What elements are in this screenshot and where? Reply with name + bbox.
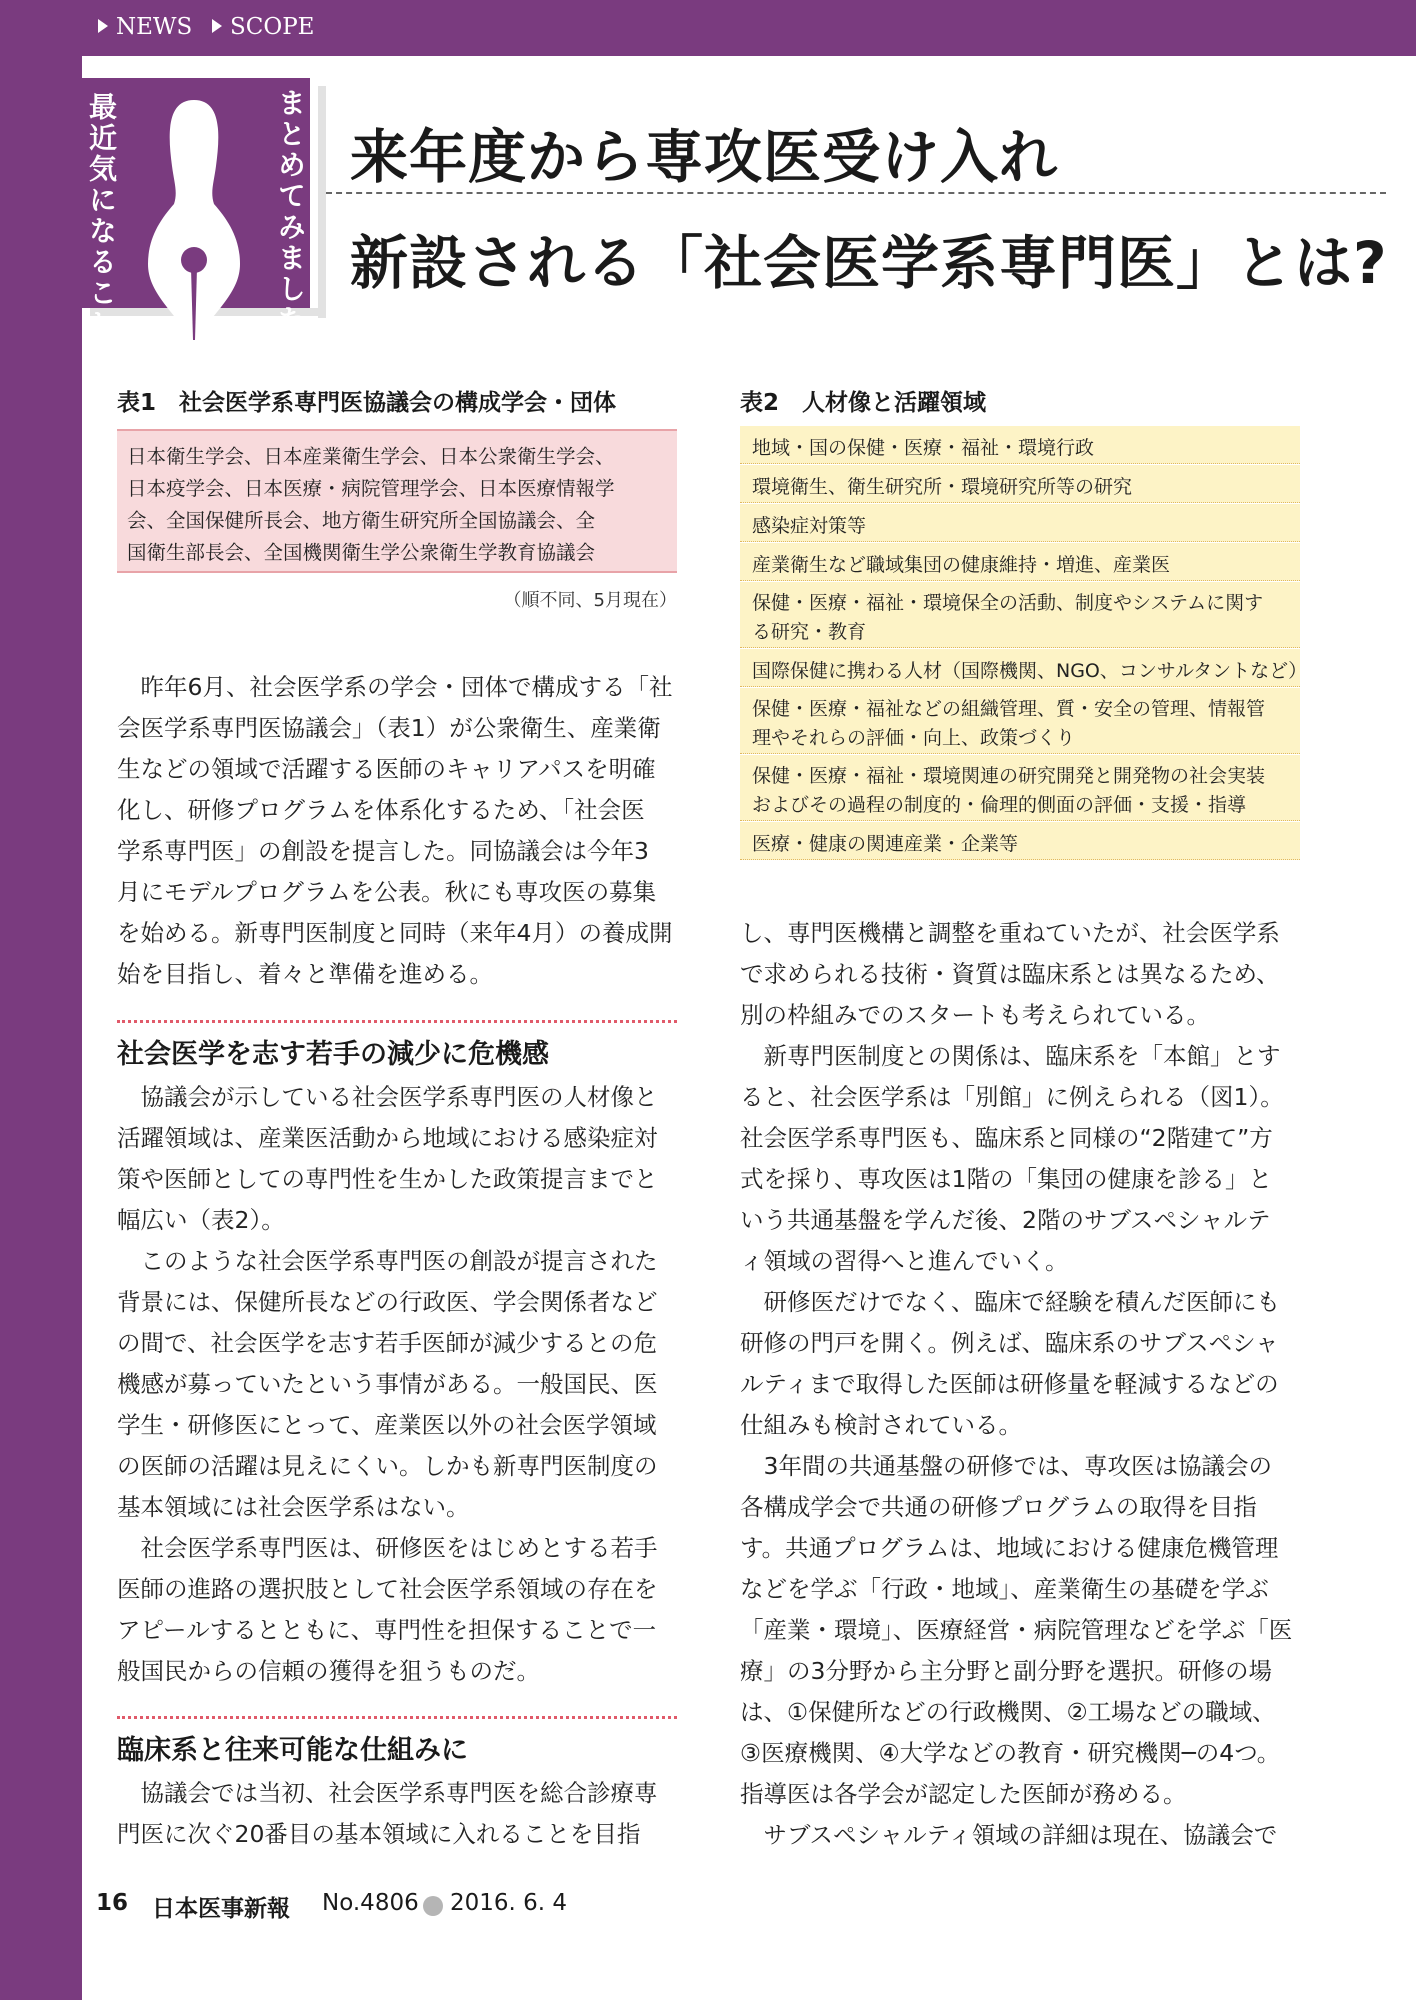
table2-row [740,822,1300,860]
text-line: サブスペシャルティ領域の詳細は現在、協議会で [740,1821,1278,1849]
table2-cell: 環境衛生、衛生研究所・環境研究所等の研究 [752,476,1133,498]
table2-cell: る研究・教育 [752,621,867,643]
text-line: 社会医学系専門医は、研修医をはじめとする若手 [117,1534,658,1562]
text-line: 生などの領域で活躍する医師のキャリアパスを明確 [117,755,656,783]
table2-cell: 国際保健に携わる人材（国際機関、NGO、コンサルタントなど） [752,660,1308,682]
table1-line: 日本疫学会、日本医療・病院管理学会、日本医療情報学 [127,477,615,500]
text-line: ルティまで取得した医師は研修量を軽減するなどの [740,1370,1279,1398]
text-line: ィ領域の習得へと進んでいく。 [740,1247,1069,1275]
text-line: 昨年6月、社会医学系の学会・団体で構成する「社 [117,673,673,701]
text-line: 機感が募っていたという事情がある。一般国民、医 [117,1370,658,1398]
issue-number: No.4806 [322,1890,419,1916]
text-line: 3年間の共通基盤の研修では、専攻医は協議会の [740,1452,1272,1480]
badge-text-right: まとめてみました [274,88,307,336]
text-line: 新専門医制度との関係は、臨床系を「本館」とす [740,1042,1281,1070]
page-number: 16 [96,1890,129,1916]
text-line: 学生・研修医にとって、産業医以外の社会医学領域 [117,1411,657,1439]
table2-cell: 産業衛生など職域集団の健康維持・増進、産業医 [752,554,1171,576]
table1-line: 日本衛生学会、日本産業衛生学会、日本公衆衛生学会、 [127,445,615,468]
table1 [117,429,677,573]
text-line: ③医療機関、④大学などの教育・研究機関─の4つ。 [740,1739,1281,1767]
text-line: 「産業・環境」、医療経営・病院管理などを学ぶ「医 [740,1616,1293,1644]
text-line: で求められる技術・資質は臨床系とは異なるため、 [740,960,1280,988]
text-line: す。共通プログラムは、地域における健康危機管理 [740,1534,1279,1562]
nav-scope[interactable] [212,14,314,40]
text-line: このような社会医学系専門医の創設が提言された [117,1247,658,1275]
text-line: 療」の3分野から主分野と副分野を選択。研修の場 [740,1657,1272,1685]
table2-row [740,504,1300,542]
text-line: 活躍領域は、産業医活動から地域における感染症対 [117,1124,658,1152]
text-line: 月にモデルプログラムを公表。秋にも専攻医の募集 [117,878,657,906]
triangle-icon [98,19,108,33]
table2-row [740,688,1300,754]
text-line: 指導医は各学会が認定した医師が務める。 [740,1780,1187,1808]
table2-cell: 保健・医療・福祉・環境保全の活動、制度やシステムに関す [752,592,1264,614]
text-line: の間で、社会医学を志す若手医師が減少するとの危 [117,1329,658,1357]
table2-cell: 保健・医療・福祉などの組織管理、質・安全の管理、情報管 [752,698,1266,720]
table2-caption: 表2 人材像と活躍領域 [740,390,987,416]
text-line: 会医学系専門医協議会」（表1）が公衆衛生、産業衛 [117,714,661,742]
table2-row [740,465,1300,503]
side-bar [0,0,82,2000]
nav-scope-label: SCOPE [230,14,315,40]
text-line: 策や医師としての専門性を生かした政策提言までと [117,1165,658,1193]
text-line: ると、社会医学系は「別館」に例えられる（図1）。 [740,1083,1284,1111]
text-line: 門医に次ぐ20番目の基本領域に入れることを目指 [117,1820,641,1848]
article-title-line1: 来年度から専攻医受け入れ [350,123,1059,191]
text-line: 社会医学系専門医も、臨床系と同様の“2階建て”方 [740,1124,1273,1152]
separator-dot-icon [423,1896,443,1916]
pen-nib-icon [138,96,250,346]
text-line: 別の枠組みでのスタートも考えられている。 [740,1001,1210,1029]
text-line: 研修の門戸を開く。例えば、臨床系のサブスペシャ [740,1329,1279,1357]
article-title-line2: 新設される「社会医学系専門医」とは? [350,229,1388,297]
nav-news[interactable] [98,14,192,40]
text-line: 始を目指し、着々と準備を進める。 [117,960,493,988]
table2-row [740,755,1300,821]
badge-text-left: 最近気になること [85,92,118,340]
table2-cell: 感染症対策等 [752,515,867,537]
badge-shadow [318,86,326,318]
section-divider [117,1716,677,1719]
section-heading-2: 臨床系と往来可能な仕組みに [117,1735,468,1766]
text-line: 各構成学会で共通の研修プログラムの取得を目指 [740,1493,1257,1521]
text-line: は、①保健所などの行政機関、②工場などの職域、 [740,1698,1276,1726]
text-line: の医師の活躍は見えにくい。しかも新専門医制度の [117,1452,658,1480]
table2-cell: およびその過程の制度的・倫理的側面の評価・支援・指導 [752,794,1247,816]
table2-row [740,649,1308,687]
text-line: 研修医だけでなく、臨床で経験を積んだ医師にも [740,1288,1281,1316]
text-line: 医師の進路の選択肢として社会医学系領域の存在を [117,1575,658,1603]
text-line: 式を採り、専攻医は1階の「集団の健康を診る」と [740,1165,1272,1193]
text-line: いう共通基盤を学んだ後、2階のサブスペシャルテ [740,1206,1271,1234]
text-line: 背景には、保健所長などの行政医、学会関係者など [117,1288,658,1316]
text-line: し、専門医機構と調整を重ねていたが、社会医学系 [740,919,1280,947]
section-heading-1: 社会医学を志す若手の減少に危機感 [117,1039,549,1070]
journal-name: 日本医事新報 [152,1896,290,1922]
text-line: アピールするとともに、専門性を担保することで一 [117,1616,657,1644]
table2-row [740,543,1300,581]
table2-row [740,426,1300,464]
table1-note: （順不同、5月現在） [503,590,677,611]
triangle-icon [212,19,222,33]
section-divider [117,1020,677,1023]
text-line: を始める。新専門医制度と同時（来年4月）の養成開 [117,919,673,947]
table1-line: 会、全国保健所長会、地方衛生研究所全国協議会、全 [127,509,596,532]
text-line: 般国民からの信頼の獲得を狙うものだ。 [117,1657,540,1685]
title-divider [326,192,1386,194]
table2-cell: 医療・健康の関連産業・企業等 [752,833,1019,855]
text-line: 協議会が示している社会医学系専門医の人材像と [117,1083,658,1111]
text-line: 化し、研修プログラムを体系化するため、「社会医 [117,796,645,824]
text-line: 幅広い（表2）。 [117,1206,285,1234]
table2-cell: 保健・医療・福祉・環境関連の研究開発と開発物の社会実装 [752,765,1266,787]
table2-row [740,582,1300,648]
text-line: 学系専門医」の創設を提言した。同協議会は今年3 [117,837,649,865]
text-line: 基本領域には社会医学系はない。 [117,1493,470,1521]
table1-caption: 表1 社会医学系専門医協議会の構成学会・団体 [117,390,617,416]
issue-date: 2016. 6. 4 [450,1890,568,1916]
table2-cell: 地域・国の保健・医療・福祉・環境行政 [752,437,1095,459]
text-line: などを学ぶ「行政・地域」、産業衛生の基礎を学ぶ [740,1575,1269,1603]
text-line: 協議会では当初、社会医学系専門医を総合診療専 [117,1779,658,1807]
table2-cell: 理やそれらの評価・向上、政策づくり [752,727,1076,749]
text-line: 仕組みも検討されている。 [740,1411,1022,1439]
nav-news-label: NEWS [116,14,193,40]
table1-line: 国衛生部長会、全国機関衛生学公衆衛生学教育協議会 [127,541,596,564]
